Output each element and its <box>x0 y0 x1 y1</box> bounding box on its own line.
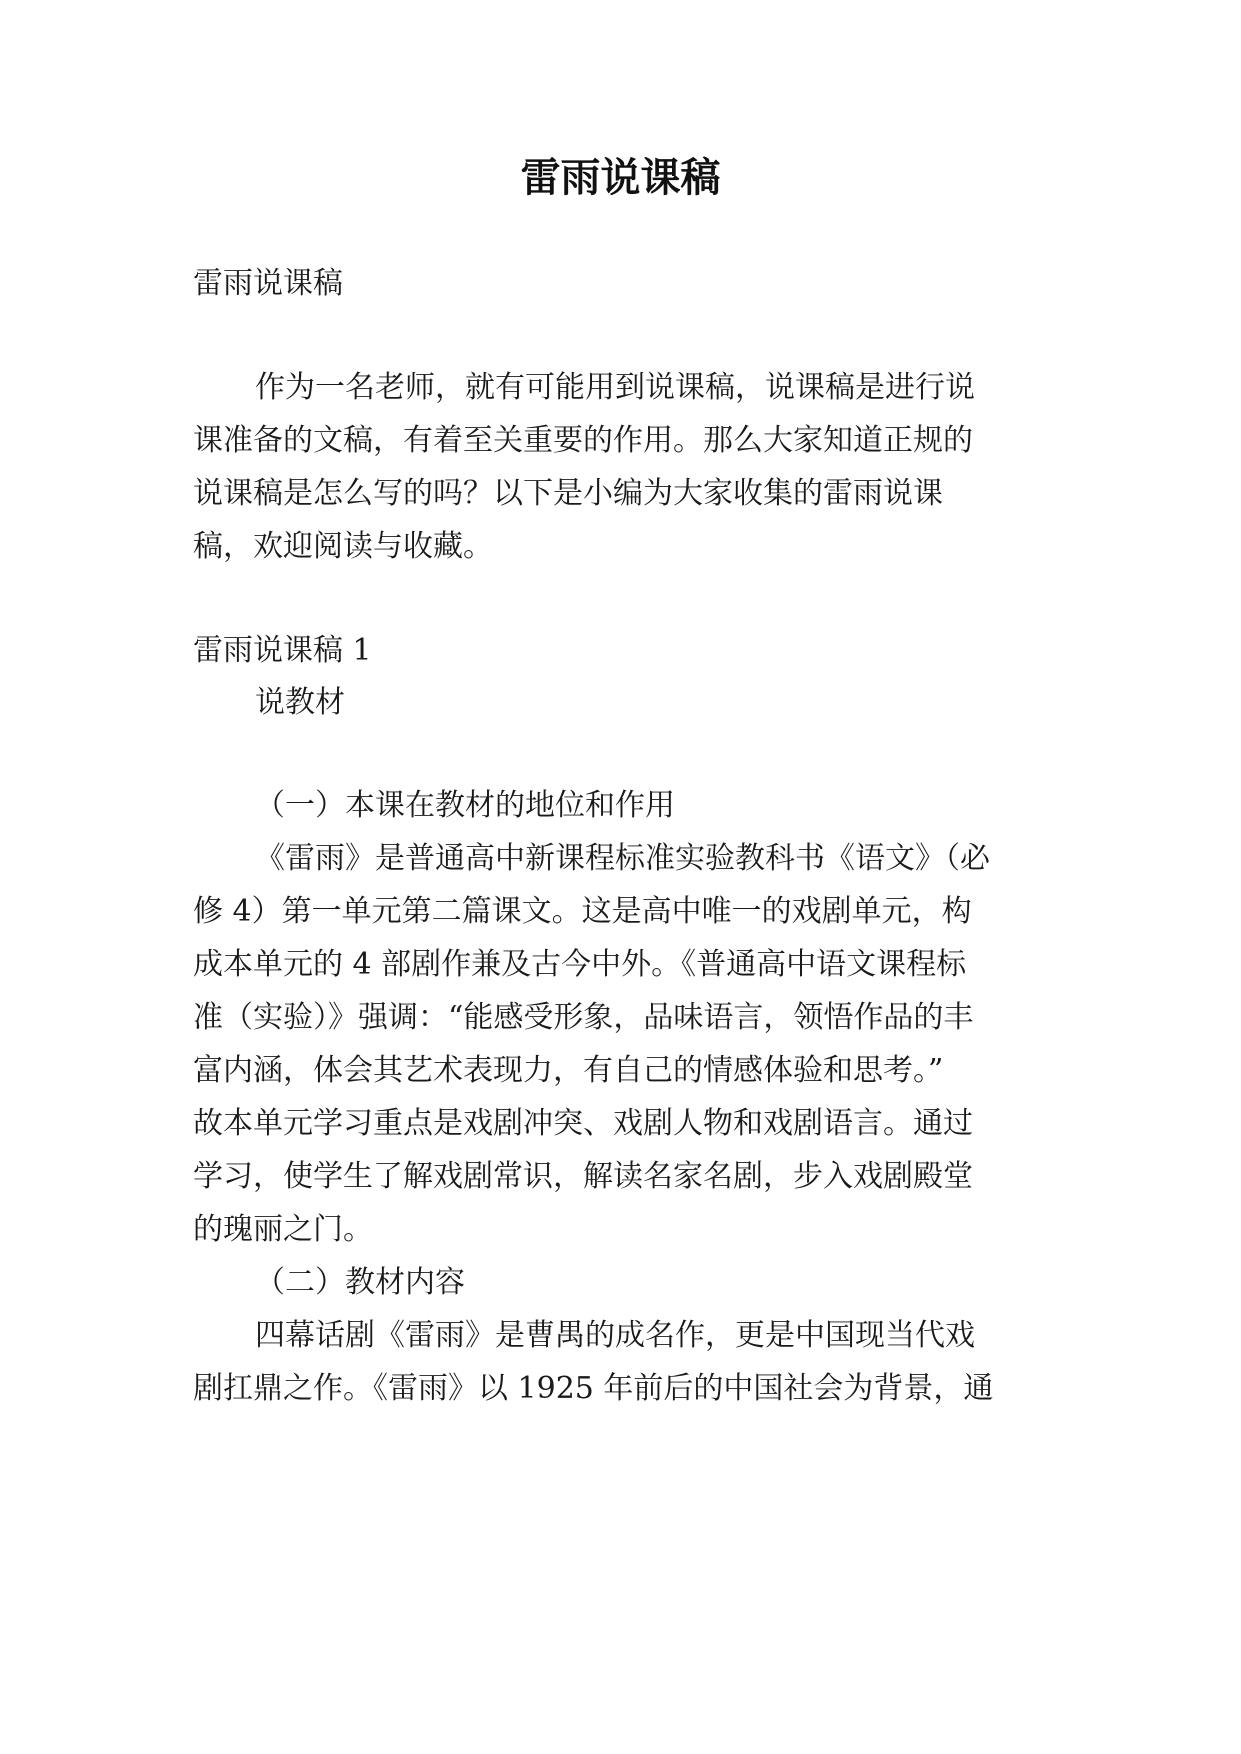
part1-line-5: 富内涵，体会其艺术表现力，有自己的情感体验和思考。” <box>193 1053 944 1088</box>
intro-line-3: 说课稿是怎么写的吗？以下是小编为大家收集的雷雨说课 <box>193 476 943 511</box>
part2-line-2: 剧扛鼎之作。《雷雨》以 1925 年前后的中国社会为背景，通 <box>193 1371 994 1406</box>
part1-line-8: 的瑰丽之门。 <box>193 1212 373 1247</box>
part1-line-2: 修 4）第一单元第二篇课文。这是高中唯一的戏剧单元，构 <box>193 894 972 929</box>
part1-line-3: 成本单元的 4 部剧作兼及古今中外。《普通高中语文课程标 <box>193 947 967 982</box>
intro-line-4: 稿，欢迎阅读与收藏。 <box>193 529 493 564</box>
part1-line-7: 学习，使学生了解戏剧常识，解读名家名剧，步入戏剧殿堂 <box>193 1159 973 1194</box>
document-title: 雷雨说课稿 <box>520 155 721 201</box>
part2-line-1: 四幕话剧《雷雨》是曹禺的成名作，更是中国现当代戏 <box>255 1318 975 1353</box>
part1-line-1: 《雷雨》是普通高中新课程标准实验教科书《语文》（必 <box>255 841 990 876</box>
part2-heading: （二）教材内容 <box>255 1265 465 1300</box>
section-subheading: 说教材 <box>255 685 345 720</box>
document-subtitle: 雷雨说课稿 <box>193 266 343 301</box>
part1-heading: （一）本课在教材的地位和作用 <box>255 788 675 823</box>
intro-line-1: 作为一名老师，就有可能用到说课稿，说课稿是进行说 <box>255 370 975 405</box>
section-heading: 雷雨说课稿 1 <box>193 633 372 668</box>
part1-line-4: 准（实验）》强调：“能感受形象，品味语言，领悟作品的丰 <box>193 1000 974 1035</box>
intro-line-2: 课准备的文稿，有着至关重要的作用。那么大家知道正规的 <box>193 423 973 458</box>
part1-line-6: 故本单元学习重点是戏剧冲突、戏剧人物和戏剧语言。通过 <box>193 1106 973 1141</box>
